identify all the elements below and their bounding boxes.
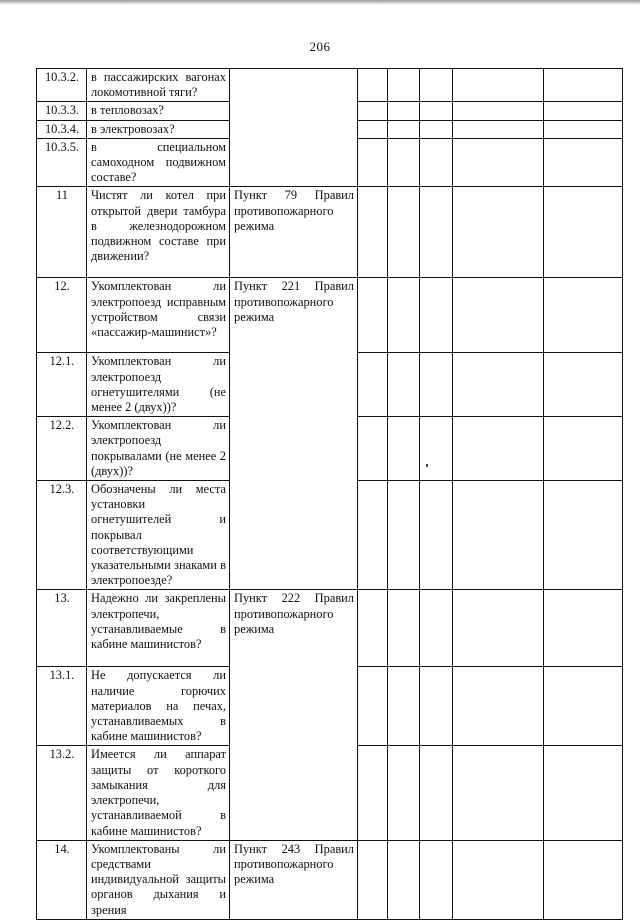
note-cell[interactable] — [453, 590, 544, 667]
page-number: 206 — [309, 39, 331, 54]
note-cell[interactable] — [453, 69, 544, 102]
row-question: в пассажирских вагонах локомотивной тяги? — [87, 69, 230, 102]
comment-cell[interactable] — [544, 417, 623, 481]
answer-no-cell[interactable] — [388, 102, 420, 120]
comment-cell[interactable] — [544, 667, 623, 746]
note-cell[interactable] — [453, 481, 544, 590]
answer-na-cell[interactable] — [420, 417, 453, 481]
answer-yes-cell[interactable] — [358, 278, 388, 353]
table-row — [37, 187, 623, 278]
row-number: 13. — [37, 590, 87, 667]
answer-yes-cell[interactable] — [358, 746, 388, 840]
row-question: Чистят ли котел при открытой двери тамбура в железнодорожном подвижном составе при движении? — [87, 187, 230, 278]
answer-yes-cell[interactable] — [358, 481, 388, 590]
note-cell[interactable] — [453, 102, 544, 120]
row-number: 12.1. — [37, 353, 87, 417]
row-number: 12.2. — [37, 417, 87, 481]
answer-no-cell[interactable] — [388, 69, 420, 102]
scan-speck — [426, 464, 428, 467]
row-question: в тепловозах? — [87, 102, 230, 120]
answer-no-cell[interactable] — [388, 278, 420, 353]
comment-cell[interactable] — [544, 278, 623, 353]
answer-yes-cell[interactable] — [358, 590, 388, 667]
table-row — [37, 278, 623, 353]
answer-no-cell[interactable] — [388, 417, 420, 481]
answer-yes-cell[interactable] — [358, 667, 388, 746]
row-reference: Пункт 222 Правил противопожарного режима — [230, 590, 358, 840]
table-row — [37, 840, 623, 919]
answer-na-cell[interactable] — [420, 138, 453, 187]
note-cell[interactable] — [453, 187, 544, 278]
checklist-table — [36, 68, 623, 920]
row-question: Не допускается ли наличие горючих материалов на печах, устанавливаемых в кабине машинистов? — [87, 667, 230, 746]
answer-yes-cell[interactable] — [358, 187, 388, 278]
answer-no-cell[interactable] — [388, 746, 420, 840]
answer-yes-cell[interactable] — [358, 120, 388, 138]
answer-yes-cell[interactable] — [358, 417, 388, 481]
table-row — [37, 590, 623, 667]
answer-na-cell[interactable] — [420, 667, 453, 746]
comment-cell[interactable] — [544, 120, 623, 138]
row-number: 12.3. — [37, 481, 87, 590]
row-question: в специальном самоходном подвижном составе? — [87, 138, 230, 187]
row-number: 12. — [37, 278, 87, 353]
answer-na-cell[interactable] — [420, 840, 453, 919]
row-question: Укомплектован ли электропоезд исправным устройством связи «пассажир-машинист»? — [87, 278, 230, 353]
answer-na-cell[interactable] — [420, 187, 453, 278]
row-question: Обозначены ли места установки огнетушителей и покрывал соответствующими указательными знаками в электропоезде? — [87, 481, 230, 590]
row-number: 13.1. — [37, 667, 87, 746]
note-cell[interactable] — [453, 353, 544, 417]
answer-na-cell[interactable] — [420, 120, 453, 138]
answer-no-cell[interactable] — [388, 667, 420, 746]
answer-na-cell[interactable] — [420, 590, 453, 667]
row-question: Надежно ли закреплены электропечи, устанавливаемые в кабине машинистов? — [87, 590, 230, 667]
comment-cell[interactable] — [544, 746, 623, 840]
answer-yes-cell[interactable] — [358, 353, 388, 417]
comment-cell[interactable] — [544, 353, 623, 417]
row-reference: Пункт 243 Правил противопожарного режима — [230, 840, 358, 919]
row-question: в электровозах? — [87, 120, 230, 138]
comment-cell[interactable] — [544, 590, 623, 667]
answer-yes-cell[interactable] — [358, 102, 388, 120]
answer-no-cell[interactable] — [388, 138, 420, 187]
answer-na-cell[interactable] — [420, 353, 453, 417]
row-number: 11 — [37, 187, 87, 278]
row-number: 10.3.2. — [37, 69, 87, 102]
note-cell[interactable] — [453, 746, 544, 840]
note-cell[interactable] — [453, 120, 544, 138]
answer-na-cell[interactable] — [420, 69, 453, 102]
row-reference: Пункт 221 Правил противопожарного режима — [230, 278, 358, 590]
note-cell[interactable] — [453, 667, 544, 746]
row-question: Укомплектованы ли средствами индивидуальной защиты органов дыхания и зрения — [87, 840, 230, 919]
comment-cell[interactable] — [544, 69, 623, 102]
answer-no-cell[interactable] — [388, 481, 420, 590]
row-number: 13.2. — [37, 746, 87, 840]
comment-cell[interactable] — [544, 138, 623, 187]
row-question: Укомплектован ли электропоезд покрывалами (не менее 2 (двух))? — [87, 417, 230, 481]
row-reference — [230, 69, 358, 187]
row-number: 10.3.4. — [37, 120, 87, 138]
row-reference: Пункт 79 Правил противопожарного режима — [230, 187, 358, 278]
table-row — [37, 69, 623, 102]
row-number: 10.3.5. — [37, 138, 87, 187]
answer-na-cell[interactable] — [420, 746, 453, 840]
answer-no-cell[interactable] — [388, 353, 420, 417]
note-cell[interactable] — [453, 138, 544, 187]
answer-na-cell[interactable] — [420, 102, 453, 120]
row-number: 14. — [37, 840, 87, 919]
comment-cell[interactable] — [544, 187, 623, 278]
answer-na-cell[interactable] — [420, 481, 453, 590]
comment-cell[interactable] — [544, 840, 623, 919]
scan-top-edge — [0, 0, 640, 5]
comment-cell[interactable] — [544, 481, 623, 590]
row-question: Имеется ли аппарат защиты от короткого замыкания для электропечи, устанавливаемой в кабине машинистов? — [87, 746, 230, 840]
answer-no-cell[interactable] — [388, 590, 420, 667]
comment-cell[interactable] — [544, 102, 623, 120]
answer-yes-cell[interactable] — [358, 138, 388, 187]
answer-yes-cell[interactable] — [358, 69, 388, 102]
answer-na-cell[interactable] — [420, 278, 453, 353]
row-number: 10.3.3. — [37, 102, 87, 120]
answer-no-cell[interactable] — [388, 187, 420, 278]
answer-yes-cell[interactable] — [358, 840, 388, 919]
answer-no-cell[interactable] — [388, 840, 420, 919]
row-question: Укомплектован ли электропоезд огнетушителями (не менее 2 (двух))? — [87, 353, 230, 417]
note-cell[interactable] — [453, 840, 544, 919]
note-cell[interactable] — [453, 278, 544, 353]
answer-no-cell[interactable] — [388, 120, 420, 138]
note-cell[interactable] — [453, 417, 544, 481]
